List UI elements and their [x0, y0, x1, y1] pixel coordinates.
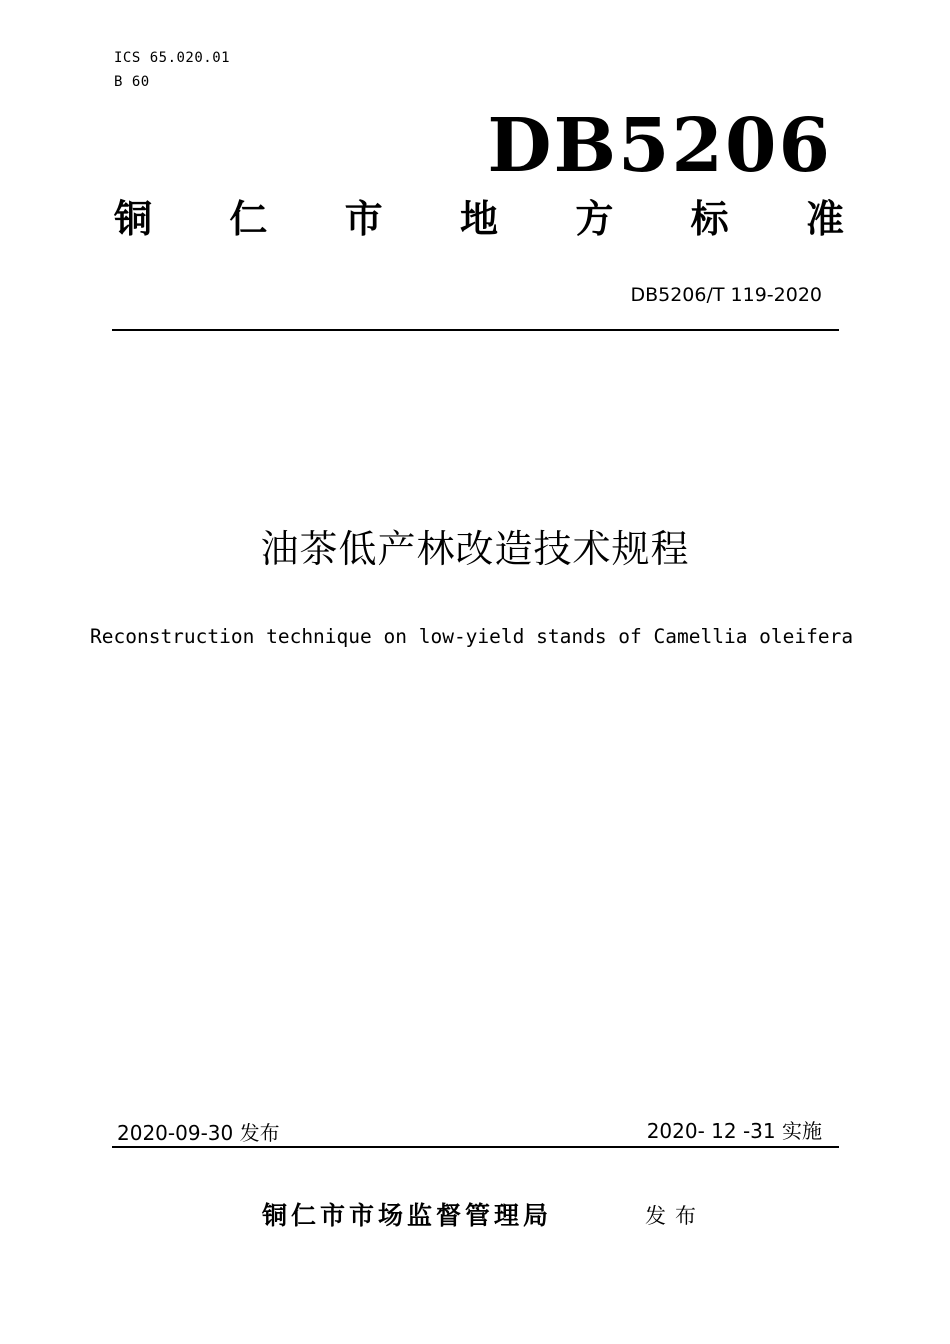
standard-type-char: 方: [575, 197, 614, 241]
issuing-authority: 铜仁市市场监督管理局: [262, 1201, 553, 1230]
standard-type-char: 准: [805, 197, 844, 241]
issue-date: 2020-09-30 发布: [117, 1121, 280, 1145]
implementation-date: 2020- 12 -31 实施: [646, 1119, 822, 1143]
standard-type-char: 地: [459, 197, 498, 241]
standard-type: [114, 196, 844, 242]
ics-code: ICS 65.020.01: [114, 50, 231, 66]
standard-type-char: 标: [690, 197, 729, 241]
ccs-code: B 60: [114, 74, 150, 90]
issue-action: 发布: [645, 1204, 705, 1228]
document-title-english: Reconstruction technique on low-yield stands of Camellia oleifera: [90, 625, 854, 648]
header-divider: [112, 329, 839, 331]
standard-mark: DB5206: [487, 103, 832, 189]
document-title-chinese: 油茶低产林改造技术规程: [260, 527, 690, 571]
footer-divider: [112, 1146, 839, 1148]
standard-type-char: 仁: [229, 197, 268, 241]
standard-number: DB5206/T 119-2020: [630, 284, 822, 306]
standard-type-char: 市: [344, 197, 383, 241]
standard-type-char: 铜: [114, 197, 153, 241]
